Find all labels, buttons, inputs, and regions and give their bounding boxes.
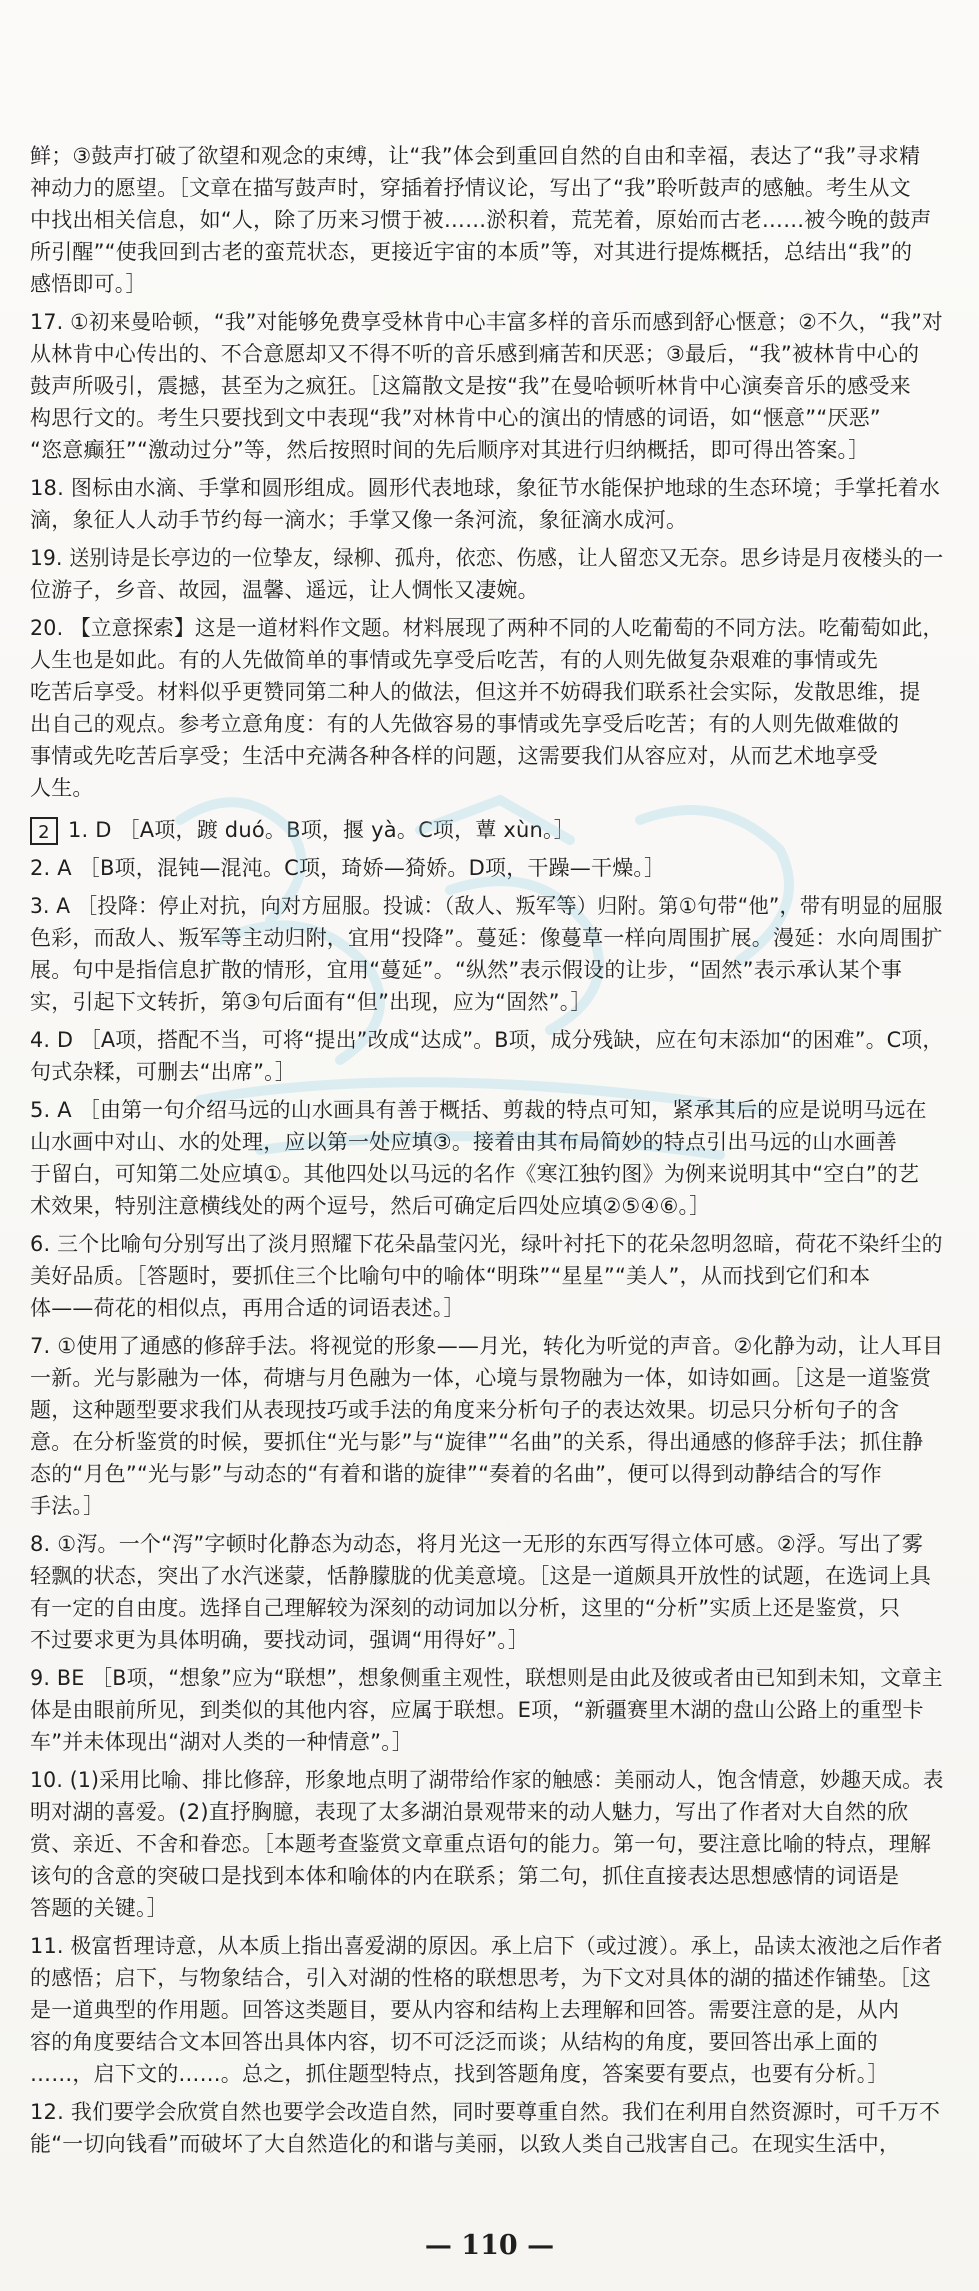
text-line: 轻飘的状态，突出了水汽迷蒙，恬静朦胧的优美意境。［这是一道颇具开放性的试题，在选词上具: [30, 1564, 932, 1588]
text-line: 于留白，可知第二处应填①。其他四处以马远的名作《寒江独钓图》为例来说明其中“空白”的艺: [30, 1162, 920, 1186]
text-line: 山水画中对山、水的处理，应以第一处应填③。接着由其布局简妙的特点引出马远的山水画善: [30, 1130, 898, 1154]
text-line: 容的角度要结合文本回答出具体内容，切不可泛泛而谈；从结构的角度，要回答出承上面的: [30, 2030, 878, 2054]
text-line: 6. 三个比喻句分别写出了淡月照耀下花朵晶莹闪光，绿叶衬托下的花朵忽明忽暗，荷花不染纤尘的: [30, 1232, 943, 1256]
text-line: 12. 我们要学会欣赏自然也要学会改造自然，同时要尊重自然。我们在利用自然资源时，可千万不: [30, 2100, 941, 2124]
text-line: 7. ①使用了通感的修辞手法。将视觉的形象——月光，转化为听觉的声音。②化静为动，让人耳目: [30, 1334, 943, 1358]
text-line: 美好品质。［答题时，要抓住三个比喻句中的喻体“明珠”“星星”“美人”，从而找到它们和本: [30, 1264, 871, 1288]
text-line: 有一定的自由度。选择自己理解较为深刻的动词加以分析，这里的“分析”实质上还是鉴赏，只: [30, 1596, 901, 1620]
text-line: 事情或先吃苦后享受；生活中充满各种各样的问题，这需要我们从容应对，从而艺术地享受: [30, 744, 878, 768]
text-line: 人生。: [30, 776, 94, 800]
text-line: 的感悟；启下，与物象结合，引入对湖的性格的联想思考，为下文对具体的湖的描述作铺垫。［这: [30, 1966, 932, 1990]
text-line: 2. A ［B项，混钝—混沌。C项，琦娇—猗娇。D项，干躁—干燥。］: [30, 856, 666, 880]
text-line: 体——荷花的相似点，再用合适的词语表述。］: [30, 1296, 465, 1320]
text-line: 位游子，乡音、故园，温馨、遥远，让人惆怅又凄婉。: [30, 578, 539, 602]
text-line: 18. 图标由水滴、手掌和圆形组成。圆形代表地球，象征节水能保护地球的生态环境；手掌托着水: [30, 476, 941, 500]
answers-part-1: [30, 140, 943, 804]
text-line: 5. A ［由第一句介绍马远的山水画具有善于概括、剪裁的特点可知，紧承其后的应是说明马远在: [30, 1098, 927, 1122]
text-line: 神动力的愿望。［文章在描写鼓声时，穿插着抒情议论，写出了“我”聆听鼓声的感触。考生从文: [30, 176, 911, 200]
text-line: 实，引起下文转折，第③句后面有“但”出现，应为“固然”。］: [30, 990, 592, 1014]
text-line: 11. 极富哲理诗意，从本质上指出喜爱湖的原因。承上启下（或过渡）。承上，品读太液池之后作者: [30, 1934, 943, 1958]
text-line: 3. A ［投降：停止对抗，向对方屈服。投诚：（敌人、叛军等）归附。第①句带“他”，带有明显的屈服: [30, 894, 943, 918]
text-line: 10. (1)采用比喻、排比修辞，形象地点明了湖带给作家的触感：美丽动人，饱含情意，妙趣天成。表: [30, 1768, 944, 1792]
text-line: 该句的含意的突破口是找到本体和喻体的内在联系；第二句，抓住直接表达思想感情的词语是: [30, 1864, 900, 1888]
text-line: 展。句中是指信息扩散的情形，宜用“蔓延”。“纵然”表示假设的让步，“固然”表示承认某个事: [30, 958, 903, 982]
text-line: 吃苦后享受。材料似乎更赞同第二种人的做法，但这并不妨碍我们联系社会实际，发散思维，提: [30, 680, 921, 704]
section-2-first-line: [30, 814, 943, 846]
text-line: 能“一切向钱看”而破坏了大自然造化的和谐与美丽，以致人类自己戕害自己。在现实生活中，: [30, 2132, 901, 2156]
text-line: 中找出相关信息，如“人，除了历来习惯于被……淤积着，荒芜着，原始而古老……被今晚的鼓声: [30, 208, 932, 232]
text-line: 人生也是如此。有的人先做简单的事情或先享受后吃苦，有的人则先做复杂艰难的事情或先: [30, 648, 878, 672]
text-line: 17. ①初来曼哈顿，“我”对能够免费享受林肯中心丰富多样的音乐而感到舒心惬意；②不久，“我”对: [30, 310, 943, 334]
text-line: 答题的关键。］: [30, 1896, 168, 1920]
text-line: 明对湖的喜爱。(2)直抒胸臆，表现了太多湖泊景观带来的动人魅力，写出了作者对大自然的欣: [30, 1800, 909, 1824]
text-line: 车”并未体现出“湖对人类的一种情意”。］: [30, 1730, 414, 1754]
text-line: 滴，象征人人动手节约每一滴水；手掌又像一条河流，象征滴水成河。: [30, 508, 688, 532]
text-line: 鼓声所吸引，震撼，甚至为之疯狂。［这篇散文是按“我”在曼哈顿听林肯中心演奏音乐的感受来: [30, 374, 911, 398]
text-line: 8. ①泻。一个“泻”字顿时化静态为动态，将月光这一无形的东西写得立体可感。②浮。写出了雾: [30, 1532, 924, 1556]
text-line: 4. D ［A项，搭配不当，可将“提出”改成“达成”。B项，成分残缺，应在句末添加“的困难”。C项，: [30, 1028, 944, 1052]
text-line: 9. BE ［B项，“想象”应为“联想”，想象侧重主观性，联想则是由此及彼或者由已知到未知，文章主: [30, 1666, 943, 1690]
answers-part-2: [30, 852, 943, 2160]
text-line: 题，这种题型要求我们从表现技巧或手法的角度来分析句子的表达效果。切忌只分析句子的含: [30, 1398, 900, 1422]
text-line: 19. 送别诗是长亭边的一位挚友，绿柳、孤舟，依恋、伤感，让人留恋又无奈。思乡诗是月夜楼头的一: [30, 546, 943, 570]
text-line: ……，启下文的……。总之，抓住题型特点，找到答题角度，答案要有要点，也要有分析。］: [30, 2062, 889, 2086]
text-line: 感悟即可。］: [30, 272, 147, 296]
page-number: — 110 —: [424, 2230, 555, 2261]
text-line: 句式杂糅，可删去“出席”。］: [30, 1060, 297, 1084]
text-line: 构思行文的。考生只要找到文中表现“我”对林肯中心的演出的情感的词语，如“惬意”“厌恶”: [30, 406, 881, 430]
text-line: “恣意癫狂”“激动过分”等，然后按照时间的先后顺序对其进行归纳概括，即可得出答案。］: [30, 438, 870, 462]
text-line: 赏、亲近、不舍和眷恋。［本题考查鉴赏文章重点语句的能力。第一句，要注意比喻的特点，理解: [30, 1832, 932, 1856]
text-line: 20. 【立意探索】这是一道材料作文题。材料展现了两种不同的人吃葡萄的不同方法。吃葡萄如此，: [30, 616, 944, 640]
section-number-box: 2: [30, 817, 58, 845]
text-line: 意。在分析鉴赏的时候，要抓住“光与影”与“旋律”“名曲”的关系，得出通感的修辞手法；抓住静: [30, 1430, 924, 1454]
text-line: 手法。］: [30, 1494, 105, 1518]
text-line: 不过要求更为具体明确，要找动词，强调“用得好”。］: [30, 1628, 530, 1652]
text-line: 鲜；③鼓声打破了欲望和观念的束缚，让“我”体会到重回自然的自由和幸福，表达了“我”寻求精: [30, 144, 921, 168]
text-line: 是一道典型的作用题。回答这类题目，要从内容和结构上去理解和回答。需要注意的是，从内: [30, 1998, 900, 2022]
text-line: 所引醒”“使我回到古老的蛮荒状态，更接近宇宙的本质”等，对其进行提炼概括，总结出“我”的: [30, 240, 913, 264]
text-line: 态的“月色”“光与影”与动态的“有着和谐的旋律”“奏着的名曲”，便可以得到动静结合的写作: [30, 1462, 882, 1486]
section-2-answer-1: 1. D ［A项，踱 duó。B项，揠 yà。C项，蕈 xùn。］: [68, 818, 575, 842]
text-line: 体是由眼前所见，到类似的其他内容，应属于联想。E项，“新疆赛里木湖的盘山公路上的重型卡: [30, 1698, 924, 1722]
text-line: 一新。光与影融为一体，荷塘与月色融为一体，心境与景物融为一体，如诗如画。［这是一道鉴赏: [30, 1366, 932, 1390]
text-line: 术效果，特别注意横线处的两个逗号，然后可确定后四处应填②⑤④⑥。］: [30, 1194, 711, 1218]
text-line: 色彩，而敌人、叛军等主动归附，宜用“投降”。蔓延：像蔓草一样向周围扩展。漫延：水向周围扩: [30, 926, 943, 950]
text-line: 从林肯中心传出的、不合意愿却又不得不听的音乐感到痛苦和厌恶；③最后，“我”被林肯中心的: [30, 342, 920, 366]
text-line: 出自己的观点。参考立意角度：有的人先做容易的事情或先享受后吃苦；有的人则先做难做的: [30, 712, 900, 736]
